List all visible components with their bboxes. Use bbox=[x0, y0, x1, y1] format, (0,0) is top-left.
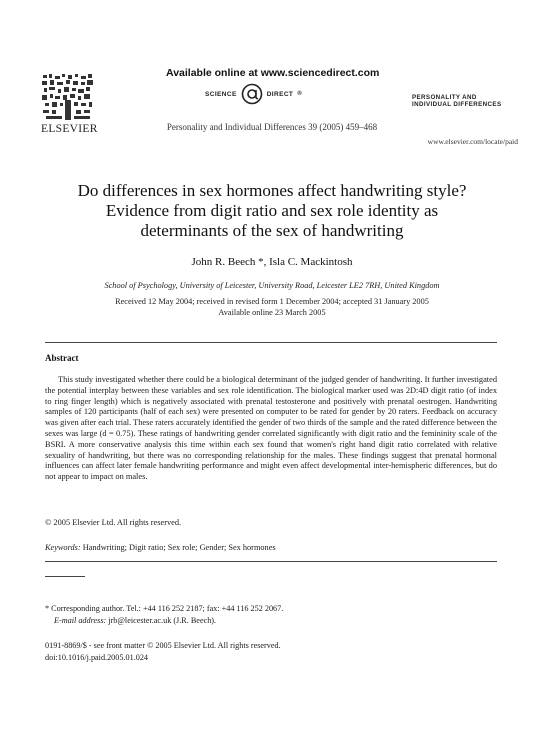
publisher-name: ELSEVIER bbox=[41, 123, 98, 135]
title-line-1: Do differences in sex hormones affect handwriting style? bbox=[77, 181, 467, 200]
sciencedirect-logo bbox=[205, 82, 302, 106]
abstract-top-divider bbox=[45, 342, 497, 343]
elsevier-tree-logo bbox=[40, 72, 96, 122]
email-link[interactable]: jrb@leicester.ac.uk (J.R. Beech). bbox=[108, 616, 217, 625]
received-dates: Received 12 May 2004; received in revised form 1 December 2004; accepted 31 January 2005 bbox=[115, 297, 429, 306]
journal-citation: Personality and Individual Differences 39 (2005) 459–468 bbox=[166, 122, 378, 132]
article-dates bbox=[0, 297, 544, 318]
sciencedirect-at-icon bbox=[241, 83, 263, 105]
keywords bbox=[45, 543, 276, 552]
journal-url-link[interactable]: www.elsevier.com/locate/paid bbox=[427, 137, 518, 146]
keywords-bottom-divider bbox=[45, 561, 497, 562]
abstract-heading: Abstract bbox=[45, 353, 79, 363]
title-line-3: determinants of the sex of handwriting bbox=[140, 221, 404, 240]
available-online-banner: Available online at www.sciencedirect.com bbox=[166, 67, 380, 79]
journal-logo bbox=[412, 94, 502, 108]
abstract-copyright: © 2005 Elsevier Ltd. All rights reserved. bbox=[45, 518, 182, 527]
doi-link[interactable]: doi:10.1016/j.paid.2005.01.024 bbox=[45, 653, 149, 662]
journal-logo-line2: INDIVIDUAL DIFFERENCES bbox=[412, 101, 502, 108]
article-title bbox=[0, 181, 544, 241]
email-note bbox=[54, 616, 216, 625]
keywords-values: Handwriting; Digit ratio; Sex role; Gender; Sex hormones bbox=[82, 543, 276, 552]
email-label: E-mail address: bbox=[54, 616, 107, 625]
registered-mark: ® bbox=[297, 91, 303, 97]
sciencedirect-left-word: SCIENCE bbox=[205, 90, 237, 98]
abstract-text: This study investigated whether there could be a biological determinant of the judged gender of handwriting. It further investigated the potential interplay between these variables and sex role identification. The biological marker used was 2D:4D digit ratio (of index to ring finger length) which is negatively associated with prenatal testosterone and positively with prenatal oestrogen. Handwriting samples of 120 participants (half of each sex) were presented on computer to be rated for gender by 20 raters. Feedback on accuracy was given after each trial. These raters accurately identified the gender of two thirds of the sample and the rated difference between the sexes was large (d = 0.75). These ratings of handwriting gender correlated significantly with digit ratio and the femininity scale of the BSRI. A more conservative analysis this time within each sex found that women's right hand digit ratio correlated with relative sexuality of handwriting, but there was no corresponding relationship for the males. These findings suggest that prenatal hormonal influences can affect later female handwriting performance and might even affect developmental inter-hemispheric differences, but do not appear to impact on males. bbox=[45, 375, 497, 482]
footnote-divider bbox=[45, 576, 85, 577]
journal-logo-line1: PERSONALITY AND bbox=[412, 94, 477, 101]
available-online-date: Available online 23 March 2005 bbox=[218, 307, 326, 317]
authors: John R. Beech *, Isla C. Mackintosh bbox=[191, 256, 353, 268]
sciencedirect-right-word: DIRECT bbox=[266, 90, 294, 98]
issn-line: 0191-8869/$ - see front matter © 2005 Elsevier Ltd. All rights reserved. bbox=[45, 641, 281, 650]
keywords-label: Keywords: bbox=[45, 543, 81, 552]
affiliation: School of Psychology, University of Leicester, University Road, Leicester LE2 7RH, United Kingdom bbox=[104, 281, 440, 290]
title-line-2: Evidence from digit ratio and sex role identity as bbox=[105, 201, 439, 220]
corresponding-author-note: * Corresponding author. Tel.: +44 116 252 2187; fax: +44 116 252 2067. bbox=[45, 604, 284, 613]
